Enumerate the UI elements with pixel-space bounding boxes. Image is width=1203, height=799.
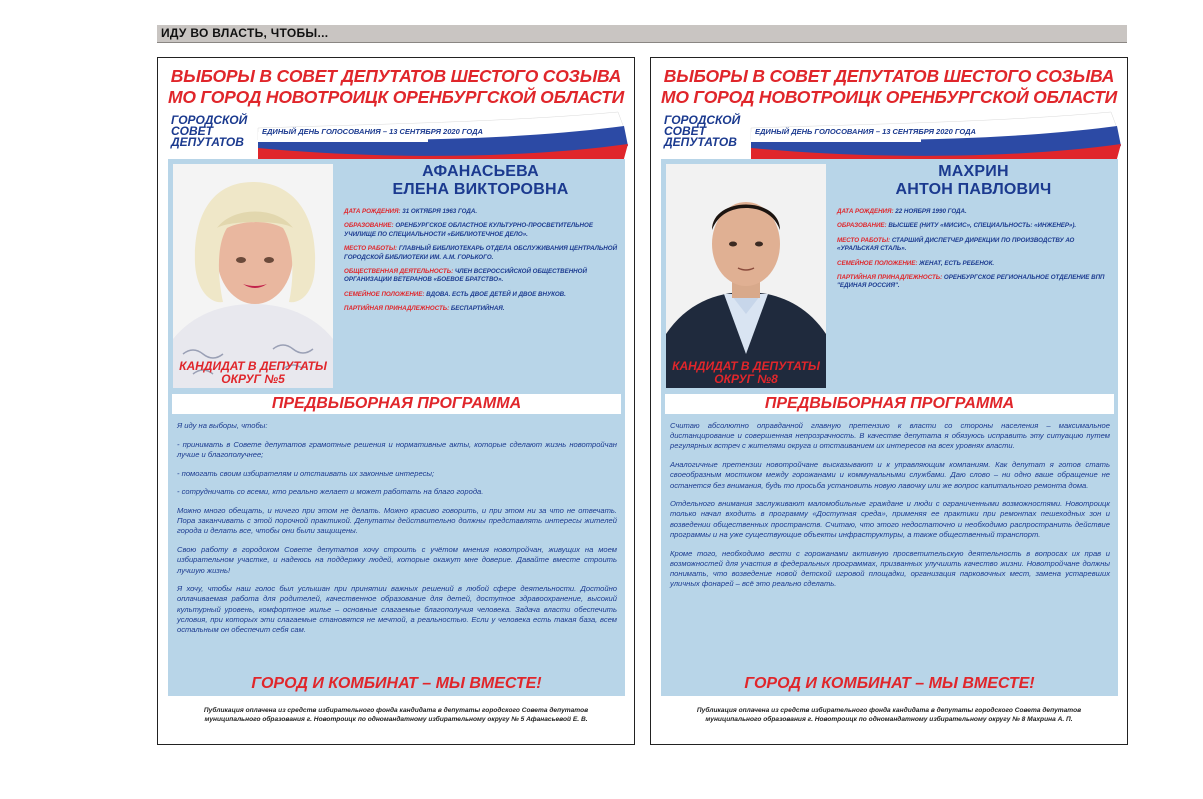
portrait-woman-graphic bbox=[173, 164, 333, 388]
campaign-slogan: ГОРОД И КОМБИНАТ – МЫ ВМЕСТЕ! bbox=[744, 675, 1035, 692]
candidate-given-names: АНТОН ПАВЛОВИЧ bbox=[895, 181, 1052, 198]
program-title: ПРЕДВЫБОРНАЯ ПРОГРАММА bbox=[172, 394, 621, 414]
election-header bbox=[158, 66, 634, 108]
candidate-photo bbox=[666, 164, 826, 388]
section-title: ИДУ ВО ВЛАСТЬ, ЧТОБЫ... bbox=[161, 26, 329, 40]
program-paragraph: - принимать в Совете депутатов грамотные решения и нормативные акты, которые сделают жизнь новотройчан лучше и благополучнее; bbox=[177, 439, 617, 459]
program-paragraph: Аналогичные претензии новотройчане высказывают и к управляющим компаниям. Как депутат я готов стать своеобразным мостиком между горожанами и коммунальными службами. Даю слово – ни одно ваше обращение не останется без внимания, будь то просьба установить новую лавочку или же вопрос капитального ремонта дома. bbox=[670, 460, 1110, 490]
election-header-line1: ВЫБОРЫ В СОВЕТ ДЕПУТАТОВ ШЕСТОГО СОЗЫВА bbox=[663, 66, 1115, 86]
program-text bbox=[670, 421, 1110, 598]
bio-item: ОБРАЗОВАНИЕ: ВЫСШЕЕ (НИТУ «МИСИС», СПЕЦИАЛЬНОСТЬ: «ИНЖЕНЕР»). bbox=[837, 222, 1077, 230]
portrait-man-graphic bbox=[666, 164, 826, 388]
program-title: ПРЕДВЫБОРНАЯ ПРОГРАММА bbox=[665, 394, 1114, 414]
candidate-given-names: ЕЛЕНА ВИКТОРОВНА bbox=[392, 181, 569, 198]
bio-item: ОБРАЗОВАНИЕ: ОРЕНБУРГСКОЕ ОБЛАСТНОЕ КУЛЬТУРНО-ПРОСВЕТИТЕЛЬНОЕ УЧИЛИЩЕ ПО СПЕЦИАЛЬНОСТИ «БИБЛИОТЕЧНОЕ ДЕЛО». bbox=[344, 222, 593, 238]
bio-item: СЕМЕЙНОЕ ПОЛОЖЕНИЕ: ВДОВА. ЕСТЬ ДВОЕ ДЕТЕЙ И ДВОЕ ВНУКОВ. bbox=[344, 290, 566, 298]
election-header bbox=[651, 66, 1127, 108]
candidate-district-label: КАНДИДАТ В ДЕПУТАТЫ ОКРУГ №8 bbox=[672, 359, 820, 386]
bio-item: МЕСТО РАБОТЫ: ГЛАВНЫЙ БИБЛИОТЕКАРЬ ОТДЕЛА ОБСЛУЖИВАНИЯ ЦЕНТРАЛЬНОЙ ГОРОДСКОЙ БИБЛИОТЕКИ ИМ. А.М. ГОРЬКОГО. bbox=[344, 245, 618, 261]
program-paragraph: Свою работу в городском Совете депутатов хочу строить с учётом мнения новотройчан, живущих на моем избирательном участке, и надеюсь на поддержку людей, которые окажут мне доверие. Давайте вместе строить лучшую жизнь! bbox=[177, 545, 617, 575]
candidate-surname: АФАНАСЬЕВА bbox=[422, 163, 539, 180]
program-paragraph: Можно много обещать, и ничего при этом не делать. Можно красиво говорить, и при этом ни за что не отвечать. Пора заканчивать с этой порочной практикой. Депутаты действительно должны представлять интересы жителей города и делать все, чтобы они были защищены. bbox=[177, 506, 617, 536]
candidate-name bbox=[829, 163, 1118, 199]
section-header-bar bbox=[157, 25, 1127, 43]
program-paragraph: Я хочу, чтобы наш голос был услышан при принятии важных решений в любой сфере деятельности. Достойно оплачиваемая работа для родителей, качественное образование для детей, доступное здравоохранение, высокий культурный уровень, комфортное жилье – основные слагаемые благополучия человека. Задача власти обеспечить условия, при которых эти слагаемые становятся не мечтой, а реальностью. Если у человека есть такая база, всем остальным он обеспечит себя сам. bbox=[177, 584, 617, 635]
candidate-leaflet-afanasyeva bbox=[157, 57, 635, 745]
program-paragraph: Считаю абсолютно оправданной главную претензию к власти со стороны населения – максимальное дистанцирование и совершенная непрозрачность. В качестве депутата я обязуюсь исправить эту ситуацию путем регулярных встреч с жителями округа и отстаиванием их интересов на всех уровнях власти. bbox=[670, 421, 1110, 451]
election-header-line2: МО ГОРОД НОВОТРОИЦК ОРЕНБУРГСКОЙ ОБЛАСТИ bbox=[167, 87, 625, 107]
bio-item: ДАТА РОЖДЕНИЯ: 22 НОЯБРЯ 1990 ГОДА. bbox=[837, 208, 967, 215]
payment-disclaimer: Публикация оплачена из средств избирательного фонда кандидата в депутаты городского Совета депутатов муниципального образования г. Новотроицк по одномандатному избирательному округу № 8 Махрина А. П. bbox=[696, 707, 1082, 723]
bio-item: ПАРТИЙНАЯ ПРИНАДЛЕЖНОСТЬ: ОРЕНБУРГСКОЕ РЕГИОНАЛЬНОЕ ОТДЕЛЕНИЕ ВПП "ЕДИНАЯ РОССИЯ". bbox=[837, 274, 1105, 290]
voting-day-text: ЕДИНЫЙ ДЕНЬ ГОЛОСОВАНИЯ – 13 СЕНТЯБРЯ 2020 ГОДА bbox=[262, 127, 483, 136]
program-paragraph: Отдельного внимания заслуживают маломобильные граждане и люди с ограниченными возможностями. Новотроицк только начал входить в программу «Доступная среда», применяя ее практики при ремонтах пешеходных зон и возведении общественных пространств. Считаю, что этого недостаточно и необходимо распространить действие программы и на уже существующие объекты инфраструктуры, а также общественный транспорт. bbox=[670, 499, 1110, 539]
election-header-line2: МО ГОРОД НОВОТРОИЦК ОРЕНБУРГСКОЙ ОБЛАСТИ bbox=[660, 87, 1118, 107]
payment-disclaimer: Публикация оплачена из средств избирательного фонда кандидата в депутаты городского Совета депутатов муниципального образования г. Новотроицк по одномандатному избирательному округу № 5 Афанасьевой Е. В. bbox=[203, 707, 589, 723]
bio-item: ОБЩЕСТВЕННАЯ ДЕЯТЕЛЬНОСТЬ: ЧЛЕН ВСЕРОССИЙСКОЙ ОБЩЕСТВЕННОЙ ОРГАНИЗАЦИИ ВЕТЕРАНОВ «БОЕВОЕ БРАТСТВО». bbox=[344, 268, 587, 284]
voting-day-text: ЕДИНЫЙ ДЕНЬ ГОЛОСОВАНИЯ – 13 СЕНТЯБРЯ 2020 ГОДА bbox=[755, 127, 976, 136]
bio-item: ПАРТИЙНАЯ ПРИНАДЛЕЖНОСТЬ: БЕСПАРТИЙНАЯ. bbox=[344, 305, 505, 313]
candidate-panel bbox=[168, 159, 625, 696]
candidate-district-label: КАНДИДАТ В ДЕПУТАТЫ ОКРУГ №5 bbox=[179, 359, 327, 386]
candidate-surname: МАХРИН bbox=[938, 163, 1009, 180]
program-paragraph: Кроме того, необходимо вести с горожанами активную просветительскую деятельность в вопросах их прав и возможностей для участия в федеральных программах, призванных улучшить качество жизни. Новотройчане должны понимать, что возведение новой детской игровой площадки, организация парковочных мест, замена устаревших уличных фонарей – всё это реально сделать. bbox=[670, 548, 1110, 589]
bio-item: МЕСТО РАБОТЫ: СТАРШИЙ ДИСПЕТЧЕР ДИРЕКЦИИ ПО ПРОИЗВОДСТВУ АО «УРАЛЬСКАЯ СТАЛЬ». bbox=[837, 236, 1075, 253]
bio-item: ДАТА РОЖДЕНИЯ: 31 ОКТЯБРЯ 1963 ГОДА. bbox=[344, 208, 478, 215]
candidate-name bbox=[336, 163, 625, 199]
candidate-leaflet-makhrin bbox=[650, 57, 1128, 745]
campaign-slogan: ГОРОД И КОМБИНАТ – МЫ ВМЕСТЕ! bbox=[251, 675, 542, 692]
program-paragraph: - сотрудничать со всеми, кто реально желает и может работать на благо города. bbox=[177, 487, 484, 497]
candidate-panel bbox=[661, 159, 1118, 696]
bio-item: СЕМЕЙНОЕ ПОЛОЖЕНИЕ: ЖЕНАТ, ЕСТЬ РЕБЕНОК. bbox=[837, 259, 995, 267]
city-council-logo: ГОРОДСКОЙ СОВЕТ ДЕПУТАТОВ bbox=[171, 113, 248, 149]
candidate-bio bbox=[837, 208, 1115, 297]
program-text bbox=[177, 421, 617, 644]
election-header-line1: ВЫБОРЫ В СОВЕТ ДЕПУТАТОВ ШЕСТОГО СОЗЫВА bbox=[170, 66, 622, 86]
candidate-photo bbox=[173, 164, 333, 388]
program-paragraph: Я иду на выборы, чтобы: bbox=[177, 421, 268, 430]
city-council-logo: ГОРОДСКОЙ СОВЕТ ДЕПУТАТОВ bbox=[664, 113, 741, 149]
candidate-bio bbox=[344, 208, 622, 320]
program-paragraph: - помогать своим избирателям и отстаивать их законные интересы; bbox=[177, 468, 435, 478]
